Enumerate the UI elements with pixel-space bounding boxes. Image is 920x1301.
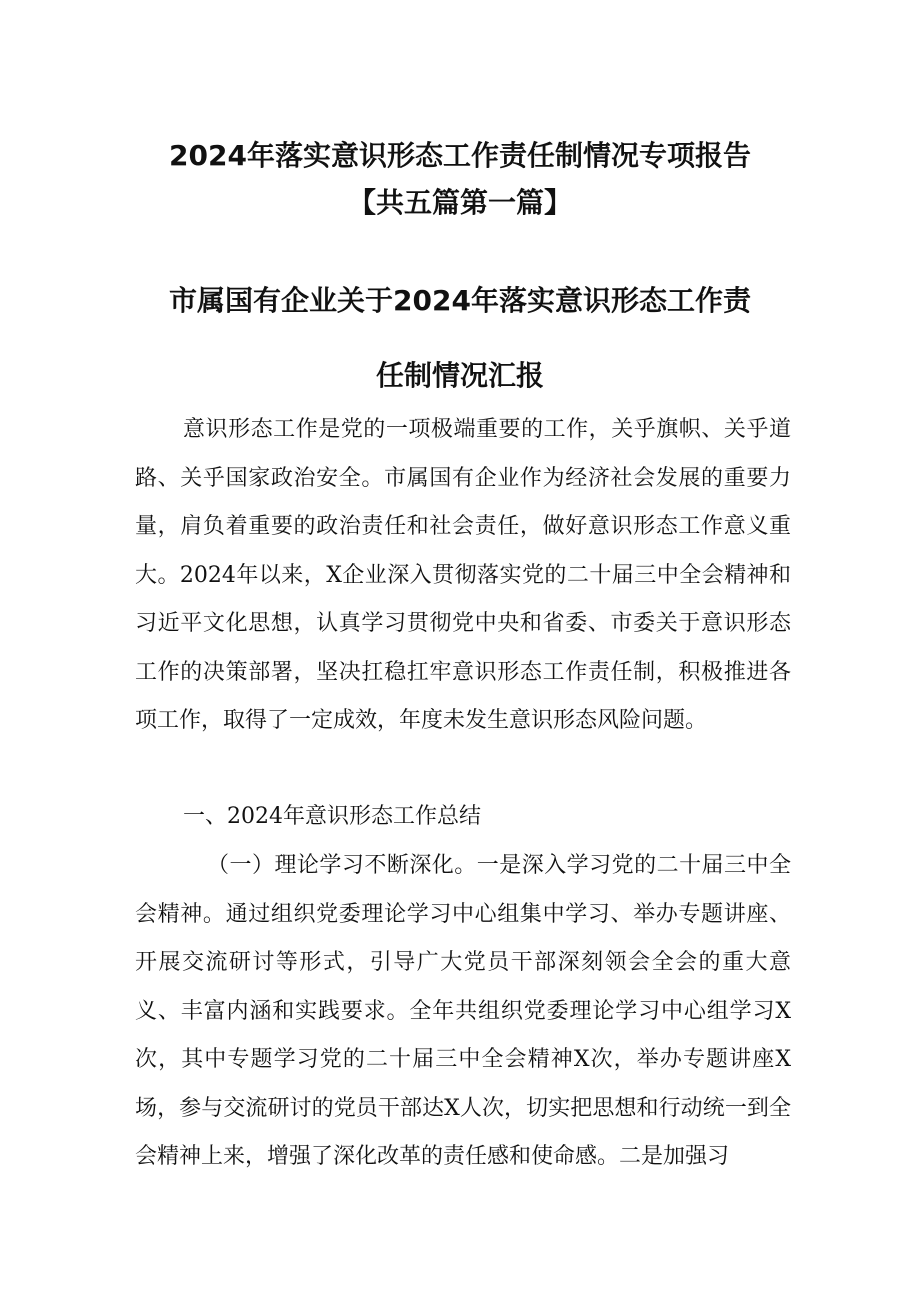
report-title-line-2: 任制情况汇报 (375, 359, 544, 392)
section-heading: 一、2024年意识形态工作总结 (183, 804, 481, 829)
document-title: 2024年落实意识形态工作责任制情况专项报告 (169, 139, 751, 172)
report-title-line-1: 市属国有企业关于2024年落实意识形态工作责 (169, 284, 751, 317)
theory-study-paragraph: （一）理论学习不断深化。一是深入学习党的二十届三中全会精神。通过组织党委理论学习中心组集中学习、举办专题讲座、开展交流研讨等形式，引导广大党员干部深刻领会全会的重大意义、丰富内涵和实践要求。全年共组织党委理论学习中心组学习X次，其中专题学习党的二十届三中全会精神X次，举办专题讲座X场，参与交流研讨的党员干部达X人次，切实把思想和行动统一到全会精神上来，增强了深化改革的责任感和使命感。二是加强习 (135, 853, 791, 1169)
intro-paragraph: 意识形态工作是党的一项极端重要的工作，关乎旗帜、关乎道路、关乎国家政治安全。市属国有企业作为经济社会发展的重要力量，肩负着重要的政治责任和社会责任，做好意识形态工作意义重大。2024年以来，X企业深入贯彻落实党的二十届三中全会精神和习近平文化思想，认真学习贯彻党中央和省委、市委关于意识形态工作的决策部署，坚决扛稳扛牢意识形态工作责任制，积极推进各项工作，取得了一定成效，年度未发生意识形态风险问题。 (135, 417, 791, 733)
series-label: 【共五篇第一篇】 (347, 186, 572, 219)
